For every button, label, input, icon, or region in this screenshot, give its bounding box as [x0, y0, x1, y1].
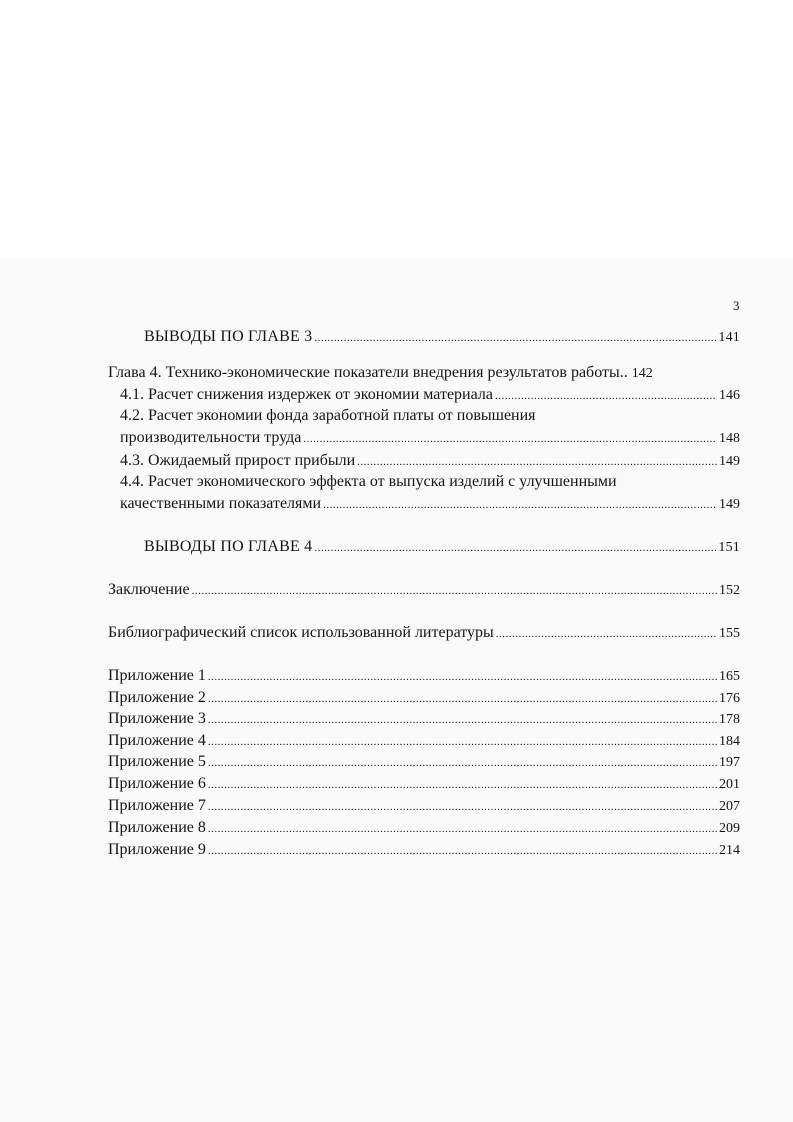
- dot-leader: [208, 753, 717, 773]
- dot-leader: [314, 538, 716, 558]
- toc-entry-appendix-2[interactable]: [108, 688, 740, 709]
- toc-entry-page: 146: [719, 388, 740, 403]
- toc-entry-page: 149: [719, 454, 740, 469]
- toc-entry-title: Приложение 5: [108, 753, 206, 770]
- toc-entry-title: Приложение 3: [108, 710, 206, 727]
- toc-entry-bibliography[interactable]: [108, 623, 740, 644]
- dot-leader: [208, 667, 717, 687]
- dot-leader: [208, 841, 717, 861]
- toc-entry-title: Приложение 7: [108, 797, 206, 814]
- toc-entry-4-2-line1[interactable]: 4.2. Расчет экономии фонда заработной платы от повышения: [120, 407, 536, 424]
- toc-entry-title: производительности труда: [120, 429, 302, 446]
- toc-entry-conclusions-ch3[interactable]: [144, 327, 740, 348]
- toc-entry-title: ВЫВОДЫ ПО ГЛАВЕ 3: [144, 328, 313, 345]
- dot-leader: [208, 732, 717, 752]
- page-number: 3: [733, 298, 740, 313]
- toc-entry-title: Приложение 9: [108, 841, 206, 858]
- toc-entry-4-4[interactable]: [120, 494, 740, 515]
- toc-entry-appendix-5[interactable]: [108, 752, 740, 773]
- toc-entry-page: 207: [719, 799, 740, 814]
- toc-entry-appendix-7[interactable]: [108, 796, 740, 817]
- toc-entry-appendix-6[interactable]: [108, 774, 740, 795]
- dot-leader: [208, 819, 717, 839]
- toc-entry-page: 209: [719, 821, 740, 836]
- toc-entry-conclusions-ch4[interactable]: [144, 537, 740, 558]
- toc-entry-title: качественными показателями: [120, 495, 322, 512]
- toc-entry-4-1[interactable]: [120, 385, 740, 406]
- toc-entry-page: 184: [719, 734, 740, 749]
- toc-entry-title: Глава 4. Технико-экономические показатели внедрения результатов работы..: [108, 364, 628, 381]
- dot-leader: [208, 775, 717, 795]
- dot-leader: [303, 429, 717, 449]
- toc-entry-appendix-9[interactable]: [108, 840, 740, 861]
- toc-entry-title: Приложение 2: [108, 689, 206, 706]
- toc-entry-conclusion[interactable]: [108, 580, 740, 601]
- toc-entry-title: Приложение 8: [108, 819, 206, 836]
- toc-entry-chapter-4[interactable]: [108, 363, 740, 384]
- toc-entry-title: Библиографический список использованной литературы: [108, 624, 494, 641]
- toc-entry-appendix-8[interactable]: [108, 818, 740, 839]
- toc-entry-page: 155: [719, 626, 740, 641]
- toc-entry-page: 176: [719, 691, 740, 706]
- toc-entry-page: 142: [631, 366, 653, 381]
- toc-entry-page: 149: [719, 497, 740, 512]
- toc-entry-title: 4.1. Расчет снижения издержек от экономии материала: [120, 386, 493, 403]
- dot-leader: [192, 581, 717, 601]
- toc-entry-page: 214: [719, 843, 740, 858]
- toc-entry-title: Приложение 6: [108, 775, 206, 792]
- toc-entry-title: Приложение 1: [108, 667, 206, 684]
- dot-leader: [323, 495, 717, 515]
- dot-leader: [496, 624, 717, 644]
- toc-entry-appendix-3[interactable]: [108, 709, 740, 730]
- dot-leader: [208, 797, 717, 817]
- toc-entry-page: 178: [719, 712, 740, 727]
- dot-leader: [495, 386, 717, 406]
- toc-entry-page: 151: [718, 540, 740, 555]
- toc-entry-4-3[interactable]: [120, 451, 740, 472]
- toc-entry-title: ВЫВОДЫ ПО ГЛАВЕ 4: [144, 538, 313, 555]
- toc-entry-4-4-line1[interactable]: 4.4. Расчет экономического эффекта от выпуска изделий с улучшенными: [120, 473, 617, 490]
- toc-entry-title: 4.3. Ожидаемый прирост прибыли: [120, 452, 356, 469]
- toc-entry-page: 141: [718, 330, 740, 345]
- dot-leader: [357, 452, 717, 472]
- toc-entry-appendix-4[interactable]: [108, 731, 740, 752]
- dot-leader: [208, 710, 717, 730]
- dot-leader: [314, 328, 716, 348]
- dot-leader: [208, 689, 717, 709]
- toc-entry-page: 165: [719, 669, 740, 684]
- toc-entry-title: Заключение: [108, 581, 190, 598]
- toc-entry-title: Приложение 4: [108, 732, 206, 749]
- toc-entry-page: 197: [719, 755, 740, 770]
- toc-entry-page: 148: [719, 431, 740, 446]
- toc-entry-4-2[interactable]: [120, 428, 740, 449]
- toc-entry-page: 201: [719, 777, 740, 792]
- toc-entry-page: 152: [719, 583, 740, 598]
- toc-entry-appendix-1[interactable]: [108, 666, 740, 687]
